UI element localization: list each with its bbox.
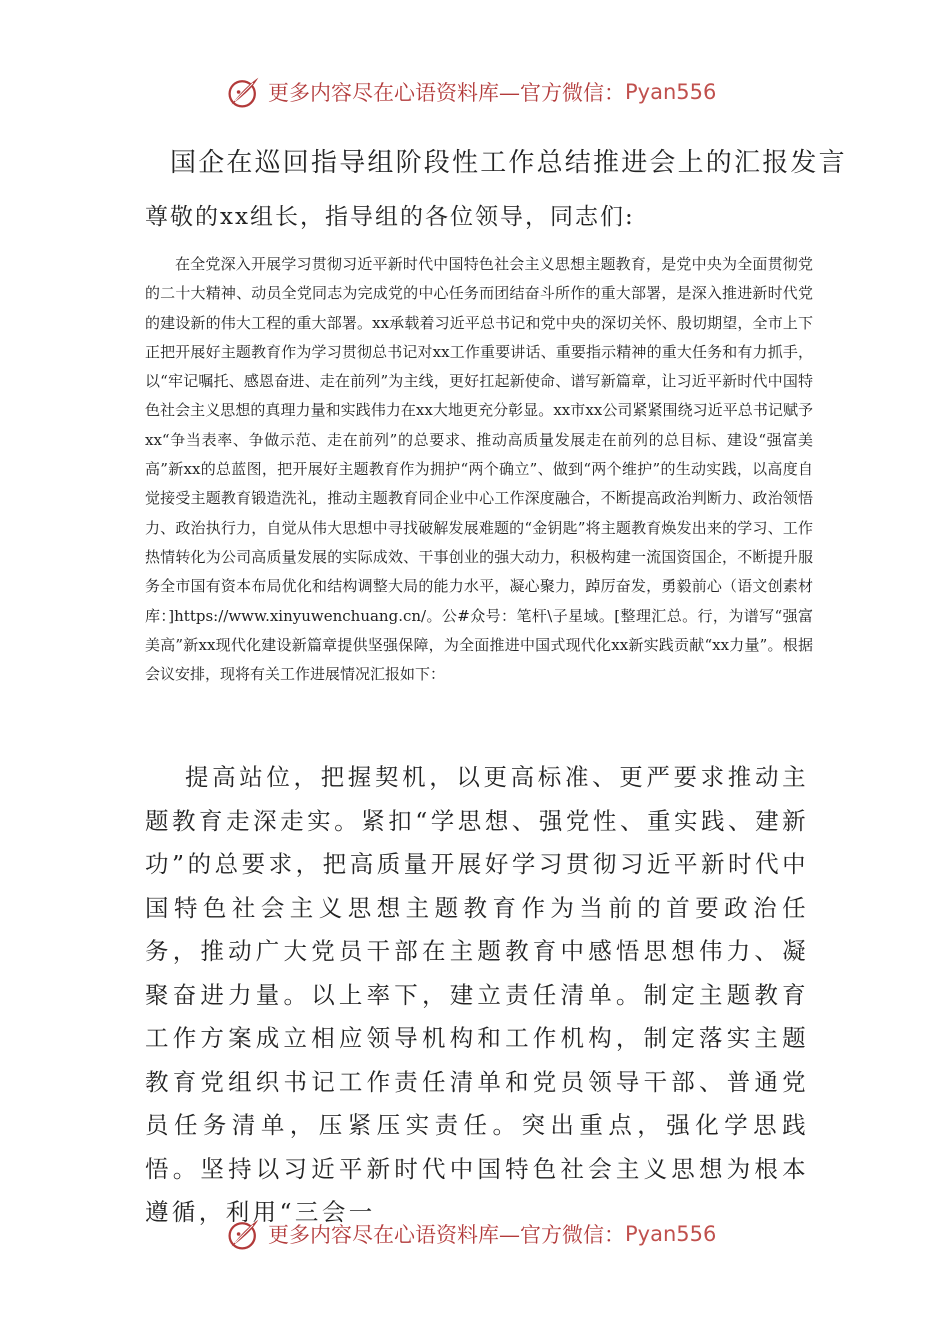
document-title: 国企在巡回指导组阶段性工作总结推进会上的汇报发言 [170, 148, 847, 178]
watermark-wechat-id: Pyan556 [625, 80, 717, 104]
salutation: 尊敬的xx组长，指导组的各位领导，同志们: [145, 204, 635, 230]
quill-logo-icon [226, 1216, 262, 1252]
watermark-text: 更多内容尽在心语资料库—官方微信： [268, 81, 625, 105]
quill-logo-icon [226, 74, 262, 110]
watermark-text: 更多内容尽在心语资料库—官方微信： [268, 1223, 625, 1247]
intro-paragraph: 在全党深入开展学习贯彻习近平新时代中国特色社会主义思想主题教育，是党中央为全面贯彻党的二十大精神、动员全党同志为完成党的中心任务而团结奋斗所作的重大部署，是深入推进新时代党的建设新的伟大工程的重大部署。xx承载着习近平总书记和党中央的深切关怀、殷切期望，全市上下正把开展好主题教育作为学习贯彻总书记对xx工作重要讲话、重要指示精神的重大任务和有力抓手，以“牢记嘱托、感恩奋进、走在前列”为主线，更好扛起新使命、谱写新篇章，让习近平新时代中国特色社会主义思想的真理力量和实践伟力在xx大地更充分彰显。xx市xx公司紧紧围绕习近平总书记赋予xx“争当表率、争做示范、走在前列”的总要求、推动高质量发展走在前列的总目标、建设“强富美高”新xx的总蓝图，把开展好主题教育作为拥护“两个确立”、做到“两个维护”的生动实践，以高度自觉接受主题教育锻造洗礼，推动主题教育同企业中心工作深度融合，不断提高政治判断力、政治领悟力、政治执行力，自觉从伟大思想中寻找破解发展难题的“金钥匙”将主题教育焕发出来的学习、工作热情转化为公司高质量发展的实际成效、干事创业的强大动力，积极构建一流国资国企，不断提升服务全市国有资本布局优化和结构调整大局的能力水平，凝心聚力，踔厉奋发，勇毅前心（语文创素材库：]https://www.xinyuwenchuang.cn/。公#众号：笔杆\子星域。[整理汇总。行，为谱写“强富美高”新xx现代化建设新篇章提供坚强保障，为全面推进中国式现代化xx新实践贡献“xx力量”。根据会议安排，现将有关工作进展情况汇报如下： [145, 255, 813, 684]
watermark-wechat-id: Pyan556 [625, 1222, 717, 1246]
section-paragraph: 提高站位，把握契机，以更高标准、更严要求推动主题教育走深走实。紧扣“学思想、强党性、重实践、建新功”的总要求，把高质量开展好学习贯彻习近平新时代中国特色社会主义思想主题教育作为当前的首要政治任务，推动广大党员干部在主题教育中感悟思想伟力、凝聚奋进力量。以上率下，建立责任清单。制定主题教育工作方案成立相应领导机构和工作机构，制定落实主题教育党组织书记工作责任清单和党员领导干部、普通党员任务清单，压紧压实责任。突出重点，强化学思践悟。坚持以习近平新时代中国特色社会主义思想为根本遵循，利用“三会一 [145, 763, 809, 1226]
header-watermark [226, 72, 716, 112]
footer-watermark [226, 1214, 716, 1254]
